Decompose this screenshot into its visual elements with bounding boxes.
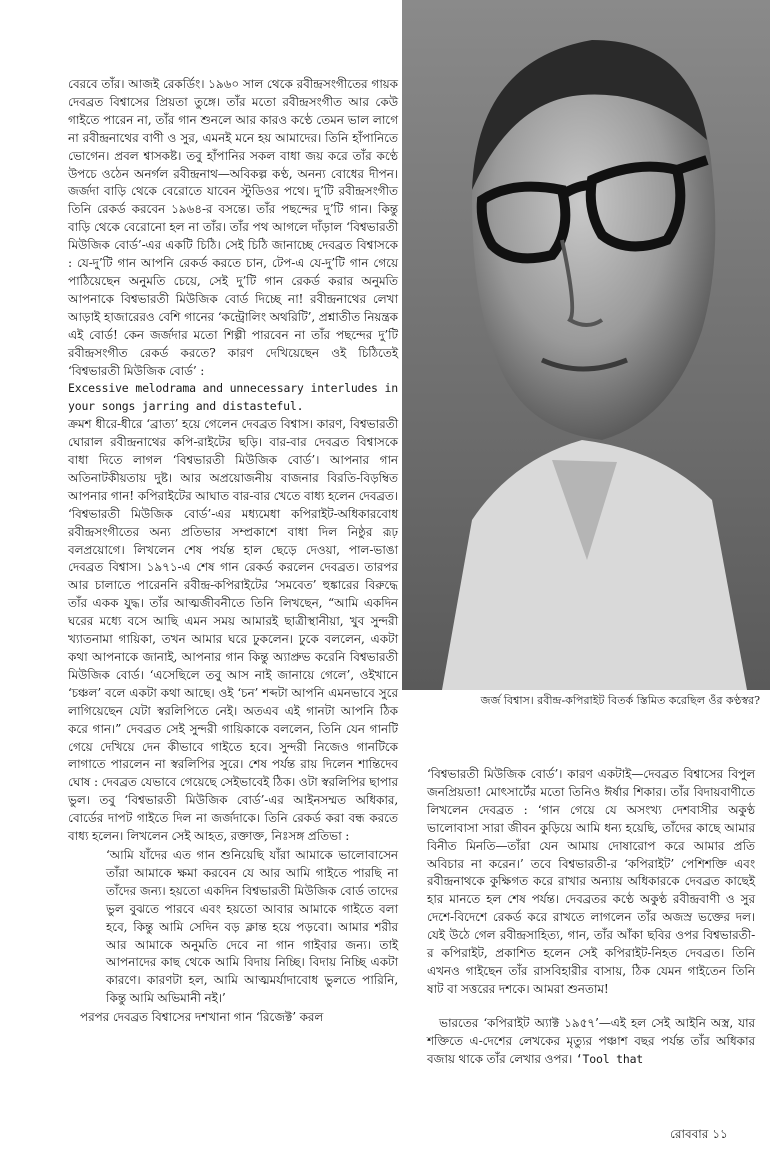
right-paragraph-2-text: ভারতের ‘কপিরাইট অ্যাক্ট ১৯৫৭’—এই হল সেই আইনি অস্ত্র, যার শক্তিতে এ-দেশের লেখকের মৃত্যুর পঞ্চাশ বছর পর্যন্ত তাঁর অধিকার বজায় থাকে তাঁর লেখার ওপর। [427, 1015, 755, 1066]
photo-caption: জর্জ বিশ্বাস। রবীন্দ্র-কপিরাইট বিতর্ক স্তিমিত করেছিল ওঁর কণ্ঠস্বর? [480, 694, 760, 707]
block-quote: ‘আমি যাঁদের এত গান শুনিয়েছি যাঁরা আমাকে ভালোবাসেন তাঁরা আমাকে ক্ষমা করবেন যে আর আমি গাইতে পারছি না তাঁদের জন্য। হয়তো একদিন বিশ্বভারতী মিউজিক বোর্ড তাদের ভুল বুঝতে পারবে এবং হয়তো আবার আমাকে গাইতে বলা হবে, কিন্তু আমি সেদিন বড় ক্লান্ত হয়ে পড়বো। আমার শরীর আর আমাকে অনুমতি দেবে না গান গাইবার জন্য। তাই আপনাদের কাছ থেকে আমি বিদায় নিচ্ছি। বিদায় নিচ্ছি একটা কারণে। কারণটা হল, আমি আত্মমর্যাদাবোধ ভুলতে পারিনি, কিন্তু আমি অভিমানী নই।’ [106, 847, 398, 1006]
left-column [68, 76, 398, 1027]
trailing-english: ‘Tool that [575, 1051, 644, 1066]
page-footer: রোববার ১১ [670, 1127, 728, 1141]
intro-paragraph: বেরবে তাঁর। আজই রেকর্ডিং। ১৯৬০ সাল থেকে রবীন্দ্রসংগীতের গায়ক দেবব্রত বিশ্বাসের প্রিয়তা তুঙ্গে। তাঁর মতো রবীন্দ্রসংগীত আর কেউ গাইতে পারেন না, তাঁর গান শুনলে আর কারও কণ্ঠে তেমন ভাল লাগে না রবীন্দ্রনাথের বাণী ও সুর, এমনই মনে হয় আমাদের। তিনি হাঁপানিতে ভোগেন। প্রবল শ্বাসকষ্ট। তবু হাঁপানির সকল বাধা জয় করে তাঁর কণ্ঠে উপচে ওঠেন অনর্গল রবীন্দ্রনাথ—অবিকল্প কণ্ঠ, অনন্য বোধের দীপন। জর্জদা বাড়ি থেকে বেরোতে যাবেন স্টুডিওর পথে। দু’টি রবীন্দ্রসংগীত তিনি রেকর্ড করবেন ১৯৬৪-র বসন্তে। তাঁর পছন্দের দু’টি গান। কিন্তু বাড়ি থেকে বেরোনো হল না তাঁর। তাঁর পথ আগলে দাঁড়াল ‘বিশ্বভারতী মিউজিক বোর্ড’-এর একটি চিঠি। সেই চিঠি জানাচ্ছে দেবব্রত বিশ্বাসকে : যে-দু’টি গান আপনি রেকর্ড করতে চান, টেপ-এ যে-দু’টি গান গেয়ে পাঠিয়েছেন অনুমতি চেয়ে, সেই দু’টি গান রেকর্ড করার অনুমতি আপনাকে বিশ্বভারতী মিউজিক বোর্ড দিচ্ছে না! রবীন্দ্রনাথের লেখা আড়াই হাজারেরও বেশি গানের ‘কন্ট্রোলিং অথরিটি’, প্রশ্নাতীত নিয়ন্ত্রক এই বোর্ড! কেন জর্জদার মতো শিল্পী পারবেন না তাঁর পছন্দের দু’টি রবীন্দ্রসংগীত রেকর্ড করতে? কারণ দেখিয়েছেন ওই চিঠিতেই ‘বিশ্বভারতী মিউজিক বোর্ড’ : [68, 77, 398, 378]
right-paragraph-2 [427, 1015, 755, 1069]
portrait-photo [402, 0, 770, 690]
english-quote: Excessive melodrama and unnecessary interludes in your songs jarring and distasteful. [68, 381, 398, 414]
left-last-line: পরপর দেবব্রত বিশ্বাসের দশখানা গান ‘রিজেক্ট’ করল [80, 1010, 324, 1025]
continuation-paragraph: ক্রমশ ধীরে-ধীরে ‘ব্রাত্য’ হয়ে গেলেন দেবব্রত বিশ্বাস। কারণ, বিশ্বভারতী ঘোরাল রবীন্দ্রনাথের কপি-রাইটের ছড়ি। বার-বার দেবব্রত বিশ্বাসকে বাধা দিতে লাগল ‘বিশ্বভারতী মিউজিক বোর্ড’। আপনার গান অতিনাটকীয়তায় দুষ্ট। আর অপ্রয়োজনীয় বাজনার বিরতি-বিড়ম্বিত আপনার গান! কপিরাইটের আঘাত বার-বার খেতে বাধ্য হলেন দেবব্রত। ‘বিশ্বভারতী মিউজিক বোর্ড’-এর মধ্যমেধা কপিরাইট-অধিকারবোধ রবীন্দ্রসংগীতের অন্য প্রতিভার সম্প্রকাশে বাধা দিল নিষ্ঠুর রূঢ় বলপ্রয়োগে। লিখলেন শেষ পর্যন্ত হাল ছেড়ে দেওয়া, পাল-ভাঙা দেবব্রত বিশ্বাস। ১৯৭১-এ শেষ গান রেকর্ড করলেন দেবব্রত। তারপর আর চালাতে পারেননি রবীন্দ্র-কপিরাইটের ‘সমবেত’ হুঙ্কারের বিরুদ্ধে তাঁর একক যুদ্ধ। তাঁর আত্মজীবনীতে তিনি লিখছেন, “আমি একদিন ঘরের মধ্যে বসে আছি এমন সময় আমারই ছাত্রীস্থানীয়া, খুব সুন্দরী খ্যাতনামা গায়িকা, তখন আমার ঘরে ঢুকলেন। ঢুকে বললেন, একটা কথা আপনাকে জানাই, আপনার গান কিন্তু অ্যাপ্রুভ করেনি বিশ্বভারতী মিউজিক বোর্ড। ‘এসেছিলে তবু আস নাই জানায়ে গেলে’, ওইখানে ‘চঞ্চল’ বলে একটা কথা আছে। ওই ‘চন’ শব্দটা আপনি এমনভাবে সুরে লাগিয়েছেন যেটা স্বরলিপিতে নেই। অতএব এই গানটা আপনি ঠিক করে গান।” দেবব্রত সেই সুন্দরী গায়িকাকে বললেন, তিনি যেন গানটি গেয়ে দেখিয়ে দেন কীভাবে গাইতে হবে। সুন্দরী নিজেও গানটিকে লাগাতে পারলেন না স্বরলিপির সুরে। শেষ পর্যন্ত রায় দিলেন শান্তিদেব ঘোষ : দেবব্রত যেভাবে গেয়েছে সেইভাবেই ঠিক। ওটা স্বরলিপির ছাপার ভুল। তবু ‘বিশ্বভারতী মিউজিক বোর্ড’-এর আইনসম্মত অধিকার, বোর্ডের দাপট গাইতে দিল না জর্জদাকে। তিনি রেকর্ড করা বন্ধ করতে বাধ্য হলেন। লিখলেন সেই আহত, রক্তাক্ত, নিঃসঙ্গ প্রতিভা : [68, 417, 398, 844]
right-paragraph-1: ‘বিশ্বভারতী মিউজিক বোর্ড’। কারণ একটাই—দেবব্রত বিশ্বাসের বিপুল জনপ্রিয়তা! মোৎসার্টের মতো তিনিও ঈর্ষার শিকার। তাঁর বিদায়বাণীতে লিখলেন দেবব্রত : ‘গান গেয়ে যে অসংখ্য দেশবাসীর অকুণ্ঠ ভালোবাসা সারা জীবন কুড়িয়ে আমি ধন্য হয়েছি, তাঁদের কাছে আমার বিনীত মিনতি—তাঁরা যেন আমায় দোষারোপ করে আমার প্রতি অবিচার না করেন।’ তবে বিশ্বভারতী-র ‘কপিরাইট’ পেশিশক্তি এবং রবীন্দ্রনাথকে কুক্ষিগত করে রাখার অন্যায় অধিকারকে দেবব্রত কাছেই হার মানতে হল শেষ পর্যন্ত। দেবব্রতর কণ্ঠে অকুণ্ঠ রবীন্দ্রবাণী ও সুর দেশে-বিদেশে রেকর্ড করে রাখতে লাগলেন তাঁর অজস্র ভক্তের দল। যেই উঠে গেল রবীন্দ্রসাহিত্য, গান, তাঁর আঁকা ছবির ওপর বিশ্বভারতী-র কপিরাইট, প্রকাশিত হলেন সেই কপিরাইট-নিহত দেবব্রত। তিনি এখনও গাইছেন তাঁর রাসবিহারীর বাসায়, ঠিক যেমন গাইতেন তিনি ষাট বা সত্তরের দশকে। আমরা শুনতাম! [427, 767, 755, 996]
right-column [427, 766, 755, 1069]
